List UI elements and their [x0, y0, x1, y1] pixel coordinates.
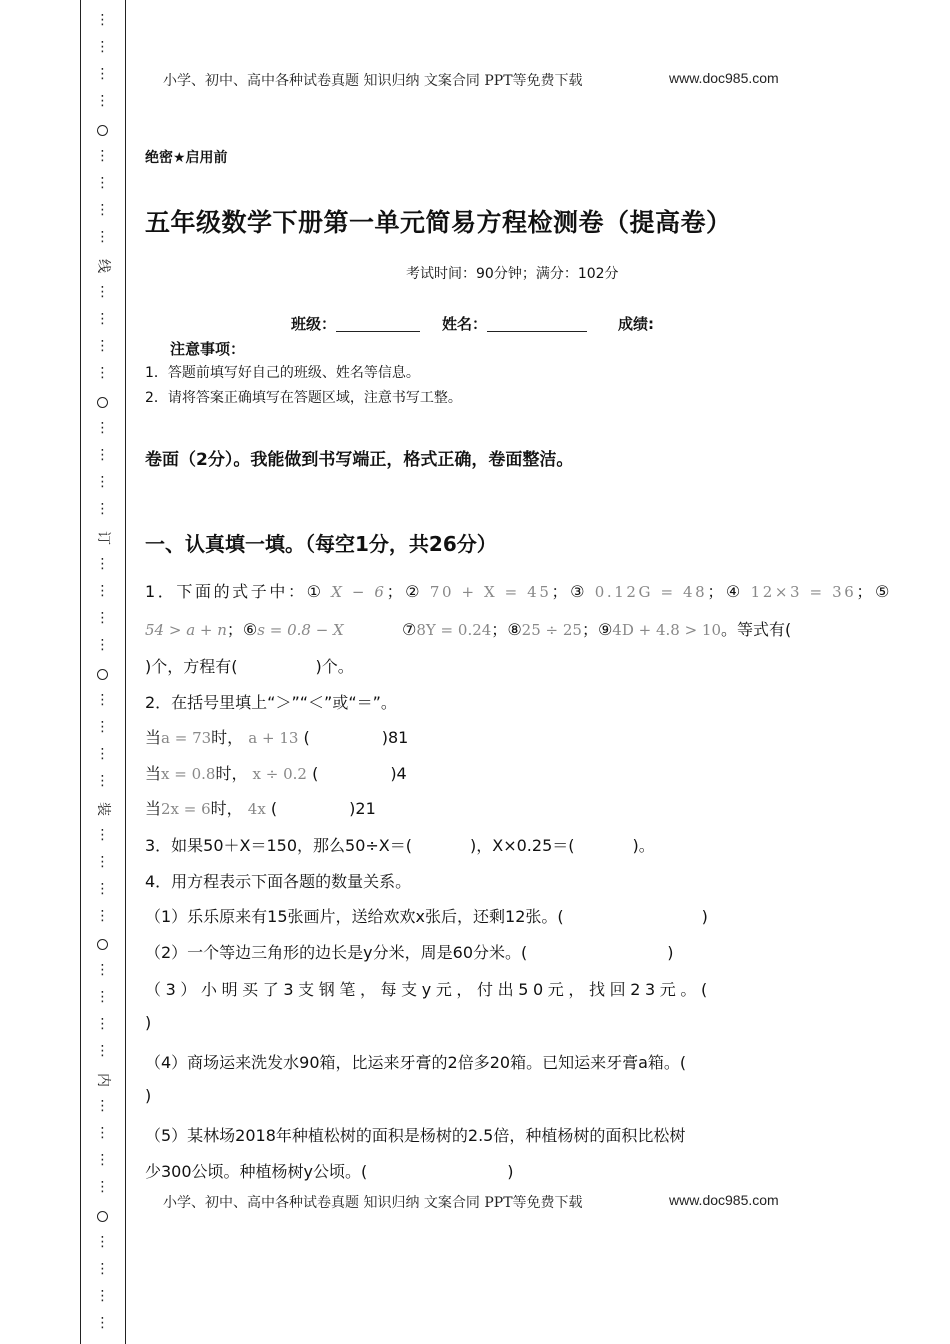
dotted-line: ⋮ [95, 1234, 110, 1250]
q2-open: ( [303, 728, 310, 747]
dotted-line: ⋮ [95, 1261, 110, 1277]
q2-close: )4 [390, 764, 407, 783]
dotted-line: ⋮ [95, 474, 110, 490]
dotted-line: ⋮ [95, 420, 110, 436]
q1-expr: 12×3 = 36 [750, 583, 857, 601]
question-2-stem: 2．在括号里填上“＞”“＜”或“＝”。 [145, 693, 397, 712]
dotted-line: ⋮ [95, 311, 110, 327]
dotted-line: ⋮ [95, 827, 110, 843]
question-4-stem: 4．用方程表示下面各题的数量关系。 [145, 872, 412, 891]
q2-prefix: 当 [145, 728, 162, 747]
page-header [163, 70, 803, 90]
dotted-line: ⋮ [95, 1315, 110, 1331]
question-4-item-4 [145, 1050, 686, 1073]
q3-part-a: 3．如果50＋X＝150，那么50÷X＝( [145, 836, 413, 855]
dotted-line: ⋮ [95, 39, 110, 55]
q2-cond: x = 0.8 [161, 765, 216, 783]
q1-sep: ； [581, 620, 598, 639]
q4-close: ) [145, 1013, 152, 1032]
dotted-line: ⋮ [95, 338, 110, 354]
q4-item-text: （2）一个等边三角形的边长是y分米，周是60分米。( [145, 943, 528, 962]
q1-expr: 70 + X = 45 [429, 583, 552, 601]
dotted-line: ⋮ [95, 12, 110, 28]
question-1-line-2 [145, 617, 344, 640]
note-item: 1．答题前填写好自己的班级、姓名等信息。 [145, 365, 420, 381]
page-footer [163, 1192, 803, 1212]
q4-close: ) [145, 1086, 152, 1105]
header-text: 小学、初中、高中各种试卷真题 知识归纳 文案合同 PPT等免费下载 [163, 73, 583, 89]
q4-close: ) [507, 1162, 514, 1181]
binding-char-zhuang: 装 [94, 802, 111, 816]
footer-site-link[interactable]: www.doc985.com [669, 1192, 779, 1208]
q2-prefix: 当 [145, 764, 162, 783]
q1-sep: ； [551, 582, 571, 601]
name-field[interactable] [442, 313, 587, 334]
q1-expr: 54 > a + n [145, 621, 227, 639]
q4-item-text: （4）商场运来洗发水90箱，比运来牙膏的2倍多20箱。已知运来牙膏a箱。( [145, 1053, 687, 1072]
footer-text: 小学、初中、高中各种试卷真题 知识归纳 文案合同 PPT等免费下载 [163, 1195, 583, 1211]
dotted-line: ⋮ [95, 773, 110, 789]
q2-mid: 时， [210, 799, 243, 818]
q4-item-text: 少300公顷。种植杨树y公顷。( [145, 1162, 368, 1181]
dotted-line: ⋮ [95, 746, 110, 762]
dotted-line: ⋮ [95, 148, 110, 164]
binding-char-ding: 订 [94, 531, 111, 545]
dotted-line: ⋮ [95, 1043, 110, 1059]
binding-circle-icon [97, 1211, 108, 1222]
q1-sep: ； [386, 582, 406, 601]
dotted-line: ⋮ [95, 692, 110, 708]
q1-num: ③ [570, 582, 588, 601]
question-3 [145, 833, 655, 856]
question-4-item-1 [145, 904, 708, 927]
q1-expr: 4D + 4.8 > 10 [612, 621, 722, 639]
q1-num: ⑤ [874, 582, 892, 601]
q1-sep: ； [707, 582, 726, 601]
q1-num: ⑧ [507, 620, 522, 639]
binding-circle-icon [97, 125, 108, 136]
header-site-link[interactable]: www.doc985.com [669, 70, 779, 86]
name-blank[interactable] [487, 315, 587, 332]
notes-title: 注意事项： [170, 340, 246, 358]
q1-sep: ； [491, 620, 508, 639]
dotted-line: ⋮ [95, 1288, 110, 1304]
question-4-item-3 [145, 977, 712, 1000]
q1-expr: 0.12G = 48 [594, 583, 708, 601]
score-label: 成绩: [618, 315, 654, 333]
q1-expr: 8Y = 0.24 [416, 621, 492, 639]
q1-num: ② [405, 582, 423, 601]
dotted-line: ⋮ [95, 719, 110, 735]
dotted-line: ⋮ [95, 556, 110, 572]
note-item: 2．请将答案正确填写在答题区域，注意书写工整。 [145, 390, 462, 406]
binding-char-xian: 线 [94, 259, 111, 273]
q1-expr: s = 0.8 − X [257, 621, 344, 639]
exam-time: 考试时间：90分钟；满分：102分 [406, 266, 619, 282]
q1-num: ① [306, 582, 324, 601]
secret-label: 绝密★启用前 [145, 150, 228, 166]
dotted-line: ⋮ [95, 989, 110, 1005]
q1-num: ⑥ [242, 620, 258, 639]
dotted-line: ⋮ [95, 202, 110, 218]
question-2-row [145, 796, 376, 819]
question-2-row [145, 761, 407, 784]
dotted-line: ⋮ [95, 610, 110, 626]
dotted-line: ⋮ [95, 854, 110, 870]
q1-prefix: 1．下面的式子中： [145, 582, 307, 601]
q1-sep: ； [856, 582, 875, 601]
dotted-line: ⋮ [95, 583, 110, 599]
q1-answer-2: )个。 [315, 657, 354, 676]
dotted-line: ⋮ [95, 1098, 110, 1114]
question-4-item-4-close [145, 1086, 151, 1105]
question-1-line-2b [402, 617, 791, 640]
section-heading: 一、认真填一填。（每空1分，共26分） [145, 532, 497, 556]
q1-num: ⑨ [597, 620, 613, 639]
dotted-line: ⋮ [95, 501, 110, 517]
dotted-line: ⋮ [95, 175, 110, 191]
dotted-line: ⋮ [95, 881, 110, 897]
binding-circle-icon [97, 397, 108, 408]
dotted-line: ⋮ [95, 1152, 110, 1168]
q1-answer-1: )个，方程有( [145, 657, 238, 676]
dotted-line: ⋮ [95, 908, 110, 924]
dotted-line: ⋮ [95, 66, 110, 82]
q4-item-text: （1）乐乐原来有15张画片，送给欢欢x张后，还剩12张。( [145, 907, 564, 926]
question-4-item-5: （5）某林场2018年种植松树的面积是杨树的2.5倍，种植杨树的面积比松树 [145, 1126, 686, 1145]
dotted-line: ⋮ [95, 447, 110, 463]
neatness-statement: 卷面（2分）。我能做到书写端正，格式正确，卷面整洁。 [145, 450, 574, 470]
name-label: 姓名： [442, 315, 488, 333]
q2-prefix: 当 [145, 799, 162, 818]
q4-close: ) [667, 943, 674, 962]
q1-expr: 25 ÷ 25 [521, 621, 582, 639]
q2-mid: 时， [211, 728, 244, 747]
q2-close: )21 [349, 799, 376, 818]
dotted-line: ⋮ [95, 1125, 110, 1141]
q4-close: ) [701, 907, 708, 926]
q2-open: ( [270, 799, 278, 818]
q2-cond: 2x = 6 [161, 800, 211, 818]
q1-num: ④ [725, 582, 743, 601]
dotted-line: ⋮ [95, 1016, 110, 1032]
q1-num: ⑦ [402, 620, 417, 639]
class-blank[interactable] [336, 315, 420, 332]
q2-expr: 4x [247, 800, 266, 818]
q2-mid: 时， [215, 764, 248, 783]
q2-close: )81 [381, 728, 409, 747]
q1-expr: X − 6 [331, 583, 387, 601]
question-1-line-3 [145, 654, 354, 677]
binding-char-nei: 内 [94, 1073, 111, 1087]
q1-sep: ； [226, 620, 243, 639]
dotted-line: ⋮ [95, 1179, 110, 1195]
page-title: 五年级数学下册第一单元简易方程检测卷（提高卷） [145, 208, 732, 237]
question-4-item-5-line-2 [145, 1159, 514, 1182]
dotted-line: ⋮ [95, 284, 110, 300]
question-4-item-3-close [145, 1013, 151, 1032]
dotted-line: ⋮ [95, 962, 110, 978]
score-field [618, 313, 654, 334]
binding-margin [80, 0, 126, 1344]
class-field[interactable] [291, 313, 420, 334]
question-4-item-2 [145, 940, 674, 963]
q3-part-b: )，X×0.25＝( [470, 836, 575, 855]
q2-expr: a + 13 [248, 729, 299, 747]
question-2-row [145, 725, 408, 748]
q3-part-c: )。 [632, 836, 655, 855]
q1-tail: 。等式有( [721, 620, 792, 639]
binding-circle-icon [97, 669, 108, 680]
question-1-line-1 [145, 579, 892, 602]
q4-item-text: （3）小明买了3支钢笔，每支y元，付出50元，找回23元。( [145, 980, 712, 999]
q2-open: ( [312, 764, 319, 783]
class-label: 班级： [291, 315, 337, 333]
dotted-line: ⋮ [95, 365, 110, 381]
dotted-line: ⋮ [95, 93, 110, 109]
dotted-line: ⋮ [95, 637, 110, 653]
binding-circle-icon [97, 939, 108, 950]
q2-cond: a = 73 [161, 729, 212, 747]
dotted-line: ⋮ [95, 229, 110, 245]
q2-expr: x ÷ 0.2 [252, 765, 307, 783]
